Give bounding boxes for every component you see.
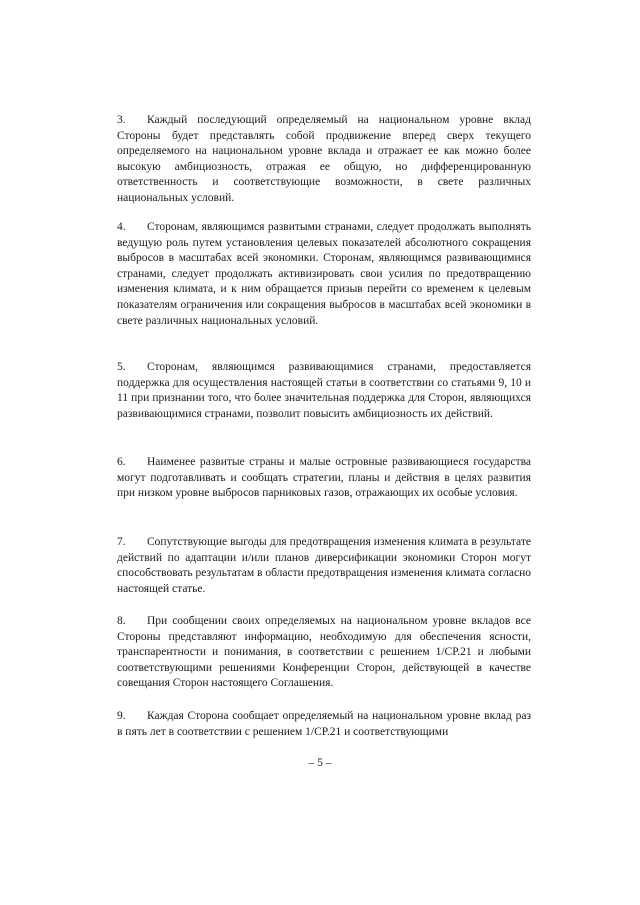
paragraph-number: 9. [117,710,126,722]
paragraph-text: Сторонам, являющимся развитыми странами, следует продолжать выполнять ведущую роль путем установления целевых показателей абсолютного сокращения выбросов в масштабах всей экономики. Сторонам, являющимся развивающимися странами, следует продолжать активизировать свои усилия по предотвращению изменения климата, и к ним обращается призыв перейти со временем к целевым показателям ограничения или сокращения выбросов в масштабах всей экономики в свете различных национальных условий. [117,221,531,327]
paragraph-number: 5. [117,361,126,373]
paragraph-7 [117,535,531,597]
paragraph-text: Каждый последующий определяемый на национальном уровне вклад Стороны будет представлять собой продвижение вперед сверх текущего определяемого на национальном уровне вклада и отражает ее как можно более высокую амбициозность, отражая ее общую, но дифференцированную ответственность и соответствующие возможности, в свете различных национальных условий. [117,114,531,204]
paragraph-text: Наименее развитые страны и малые островные развивающиеся государства могут подготавливать и сообщать стратегии, планы и действия в целях развития при низком уровне выбросов парниковых газов, отражающих их особые условия. [117,456,531,500]
paragraph-8 [117,614,531,692]
paragraph-5 [117,360,531,422]
paragraph-3 [117,113,531,207]
page-number: – 5 – [308,757,332,769]
paragraph-number: 8. [117,615,126,627]
paragraph-text: Каждая Сторона сообщает определяемый на национальном уровне вклад раз в пять лет в соответствии с решением 1/CP.21 и соответствующими [117,710,531,738]
paragraph-text: Сторонам, являющимся развивающимися странами, предоставляется поддержка для осуществления настоящей статьи в соответствии со статьями 9, 10 и 11 при признании того, что более значительная поддержка для Сторон, являющихся развивающимися странами, позволит повысить амбициозность их действий. [117,361,531,420]
paragraph-4 [117,220,531,329]
paragraph-number: 3. [117,114,126,126]
paragraph-6 [117,455,531,502]
paragraph-text: При сообщении своих определяемых на национальном уровне вкладов все Стороны представляют информацию, необходимую для обеспечения ясности, транспарентности и понимания, в соответствии с решением 1/CP.21 и любыми соответствующими решениями Конференции Сторон, действующей в качестве совещания Сторон настоящего Соглашения. [117,615,531,690]
paragraph-number: 6. [117,456,126,468]
paragraph-number: 7. [117,536,126,548]
paragraph-number: 4. [117,221,126,233]
paragraph-text: Сопутствующие выгоды для предотвращения изменения климата в результате действий по адаптации и/или планов диверсификации экономики Сторон могут способствовать результатам в области предотвращения изменения климата согласно настоящей статье. [117,536,531,595]
paragraph-9 [117,709,531,740]
